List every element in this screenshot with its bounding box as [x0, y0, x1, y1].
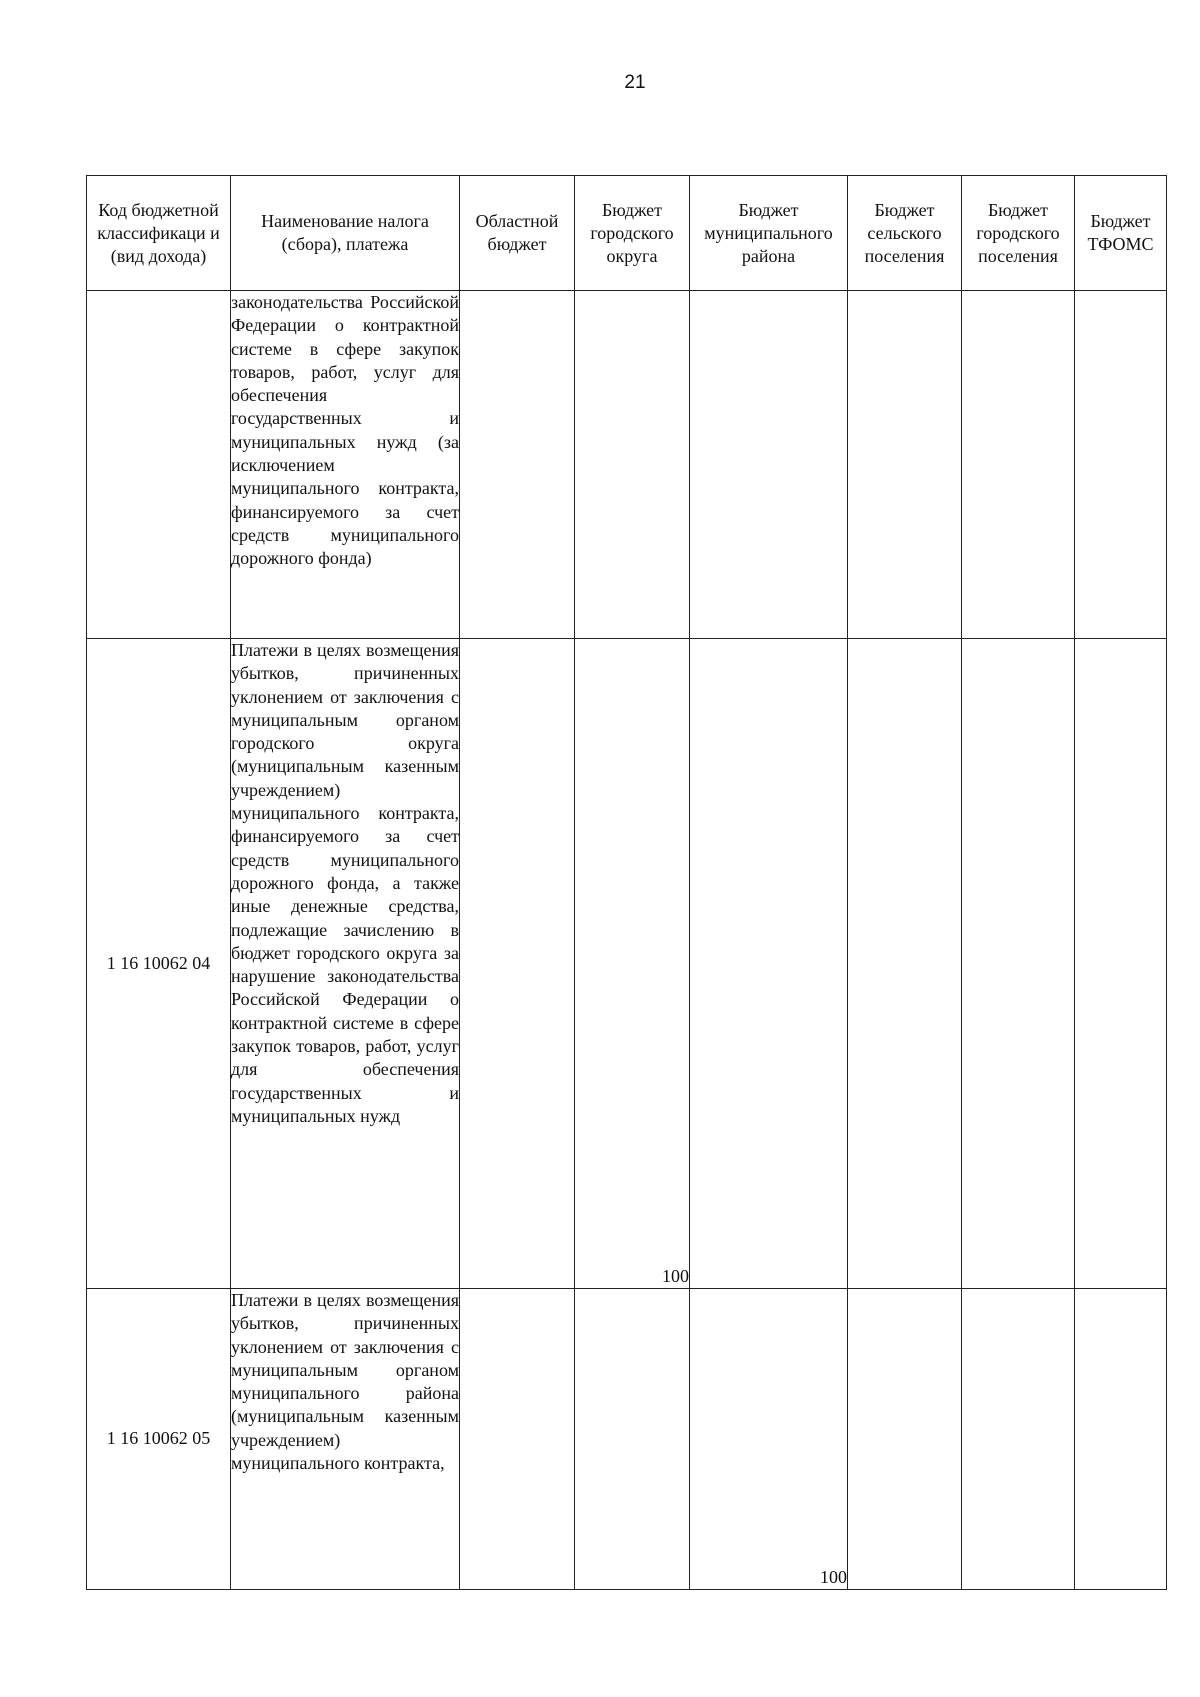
cell-code: 1 16 10062 05 — [87, 1289, 231, 1590]
table-row — [87, 1289, 1167, 1590]
cell-municipal-district — [690, 291, 848, 639]
table-row — [87, 291, 1167, 639]
cell-name: Платежи в целях возмещения убытков, причиненных уклонением от заключения с муниципальным органом городского округа (муниципальным казенным учреждением) муниципального контракта, финансируемого за счет средств муниципального дорожного фонда, а также иные денежные средства, подлежащие зачислению в бюджет городского округа за нарушение законодательства Российской Федерации о контрактной системе в сфере закупок товаров, работ, услуг для обеспечения государственных и муниципальных нужд — [231, 639, 460, 1289]
cell-tfoms — [1075, 291, 1167, 639]
header-urban-settlement: Бюджет городского поселения — [962, 176, 1075, 291]
cell-municipal-district: 100 — [690, 1289, 848, 1590]
budget-distribution-table — [86, 175, 1167, 1590]
header-rural-settlement: Бюджет сельского поселения — [848, 176, 962, 291]
cell-rural-settlement — [848, 1289, 962, 1590]
cell-urban-settlement — [962, 291, 1075, 639]
cell-city-district — [575, 1289, 690, 1590]
cell-oblast — [460, 1289, 575, 1590]
cell-city-district: 100 — [575, 639, 690, 1289]
header-name: Наименование налога (сбора), платежа — [231, 176, 460, 291]
cell-code: 1 16 10062 04 — [87, 639, 231, 1289]
cell-urban-settlement — [962, 1289, 1075, 1590]
table-header-row — [87, 176, 1167, 291]
header-tfoms: Бюджет ТФОМС — [1075, 176, 1167, 291]
cell-name: Платежи в целях возмещения убытков, причиненных уклонением от заключения с муниципальным органом муниципального района (муниципальным казенным учреждением) муниципального контракта, — [231, 1289, 460, 1590]
cell-tfoms — [1075, 639, 1167, 1289]
cell-name: законодательства Российской Федерации о контрактной системе в сфере закупок товаров, работ, услуг для обеспечения государственных и муниципальных нужд (за исключением муниципального контракта, финансируемого за счет средств муниципального дорожного фонда) — [231, 291, 460, 639]
cell-rural-settlement — [848, 291, 962, 639]
cell-urban-settlement — [962, 639, 1075, 1289]
cell-oblast — [460, 639, 575, 1289]
cell-code — [87, 291, 231, 639]
cell-municipal-district — [690, 639, 848, 1289]
header-oblast: Областной бюджет — [460, 176, 575, 291]
cell-tfoms — [1075, 1289, 1167, 1590]
cell-city-district — [575, 291, 690, 639]
table-row — [87, 639, 1167, 1289]
page-number: 21 — [624, 72, 646, 93]
header-city-district: Бюджет городского округа — [575, 176, 690, 291]
cell-oblast — [460, 291, 575, 639]
cell-rural-settlement — [848, 639, 962, 1289]
header-code: Код бюджетной классификаци и (вид дохода) — [87, 176, 231, 291]
header-municipal-district: Бюджет муниципального района — [690, 176, 848, 291]
